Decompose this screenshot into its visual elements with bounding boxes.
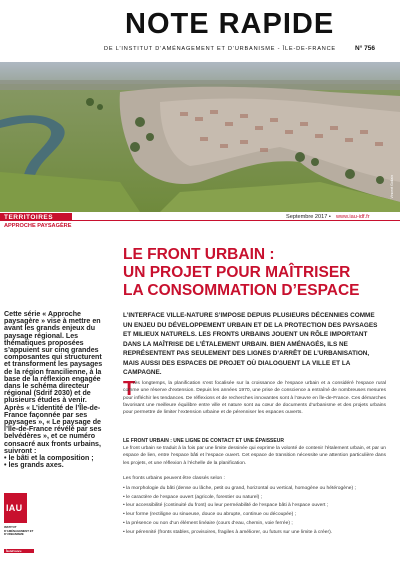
sidebar-list-item: • les grands axes. xyxy=(4,462,104,469)
list-item: • leur forme (rectiligne ou sinueuse, douce ou abrupte, continue ou découpée) ; xyxy=(123,511,386,520)
headline-line-1: LE FRONT URBAIN : xyxy=(123,246,275,263)
lead-paragraph: L’INTERFACE VILLE-NATURE S’IMPOSE DEPUIS PLUSIEURS DÉCENNIES COMME UN ENJEU DU DÉVELOPPEMENT URBAIN ET DE LA PROTECTION DES PAYSAGES ET MILIEUX NATURELS. LES FRONTS URBAINS JOUENT UN RÔLE IMPORTANT DANS LA MAÎTRISE DE L’ÉTALEMENT URBAIN. BIEN AMÉNAGÉS, ILS NE REPRÉSENTENT PAS SEULEMENT DES LIGNES D’ARRÊT DE L’URBANISATION, MAIS AUSSI DES ESPACES DE PROJET OÙ DIALOGUENT LA VILLE ET LA CAMPAGNE. xyxy=(123,312,378,376)
list-item: • le caractère de l’espace ouvert (agricole, forestier ou naturel) ; xyxy=(123,494,386,503)
sidebar-list xyxy=(4,455,104,469)
list-item: • la présence ou non d’un élément linéaire (cours d’eau, chemin, voie ferrée) ; xyxy=(123,520,386,529)
headline-line-2: UN PROJET POUR MAÎTRISER xyxy=(123,264,351,281)
section-heading: LE FRONT URBAIN : UNE LIGNE DE CONTACT ET UNE ÉPAISSEUR xyxy=(123,438,284,444)
series-sidebar xyxy=(4,311,104,469)
subcategory-label: APPROCHE PAYSAGÈRE xyxy=(4,223,72,229)
headline xyxy=(123,246,393,300)
sidebar-text: Cette série « Approche paysagère » vise à mettre en avant les grands enjeux du paysage régional. Les thématiques proposées s’appuient sur cinq grandes composantes qui structurent et transforment les paysages de la région francilienne, à la base de la réflexion engagée dans le schéma directeur régional (Sdrif 2030) et de plusieurs études à venir. Après « L’identité de l’Île-de-France façonnée par ses paysages », « Le paysage de l’Île-de-France révélé par ses belvédères », et ce numéro consacré aux fronts urbains, suivront : xyxy=(4,310,103,455)
intro-text: rès longtemps, la planification s’est focalisée sur la croissance de l’espace urbain et a considéré l’espace rural comme une réserve d’extension. Depuis les années 1970, une prise de conscience a entraîné de nombreuses mesures pour infléchir les tendances. De réflexions et de recherches innovantes sont à l’œuvre en Île-de-France. Ces démarches favorisant une meilleure équilibre entre ville et nature sont au cœur de documents d’urbanisme et des projets urbains pour permettre de limiter l’extension urbaine et de pérenniser les espaces ouverts. xyxy=(123,381,386,416)
headline-line-3: LA CONSOMMATION D’ESPACE xyxy=(123,282,360,299)
category-label: TERRITOIRES xyxy=(4,213,54,221)
drop-cap: T xyxy=(123,378,136,400)
sidebar-list-item: • le bâti et la composition ; xyxy=(4,455,104,462)
publication-date: Septembre 2017 • xyxy=(286,214,331,220)
issue-number: N° 756 xyxy=(355,45,375,52)
list-item: • leur pérennité (fronts stables, provisoires, fragiles à améliorer, ou futurs sur une limite à créer). xyxy=(123,529,386,538)
aerial-photo-illustration xyxy=(0,62,400,212)
iau-logo-text: IAU xyxy=(6,503,23,513)
website-link[interactable]: www.iau-idf.fr xyxy=(336,214,370,220)
section-body: Le front urbain se traduit à la fois par une limite dessinée qui exprime la volonté de contenir l’étalement urbain, et par un espace de lien, entre l’espace bâti et l’espace ouvert. Cet espace de transition nécessite une attention particulière dans les projets, et une réflexion à l’échelle de la planification. xyxy=(123,446,386,466)
criteria-list xyxy=(123,485,386,537)
list-intro: Les fronts urbains peuvent être classés selon : xyxy=(123,476,225,481)
publication-title: NOTE RAPIDE xyxy=(125,8,335,40)
region-logo-text: ÎledeFrance xyxy=(6,549,22,553)
intro-paragraph xyxy=(123,380,386,416)
photo-credit: Vincent Gollain xyxy=(390,175,394,199)
iau-logo-label: INSTITUT D’AMÉNAGEMENT ET D’URBANISME xyxy=(4,525,34,537)
list-item: • la morphologie du bâti (dense ou lâche, petit ou grand, horizontal ou vertical, homogène ou hétérogène) ; xyxy=(123,485,386,494)
list-item: • leur accessibilité (continuité du front) ou leur perméabilité de l’espace bâti à l’espace ouvert ; xyxy=(123,502,386,511)
aerial-photo xyxy=(0,62,400,212)
category-rule xyxy=(72,220,400,221)
publication-subtitle: DE L’INSTITUT D’AMÉNAGEMENT ET D’URBANISME - ÎLE-DE-FRANCE xyxy=(104,46,336,52)
